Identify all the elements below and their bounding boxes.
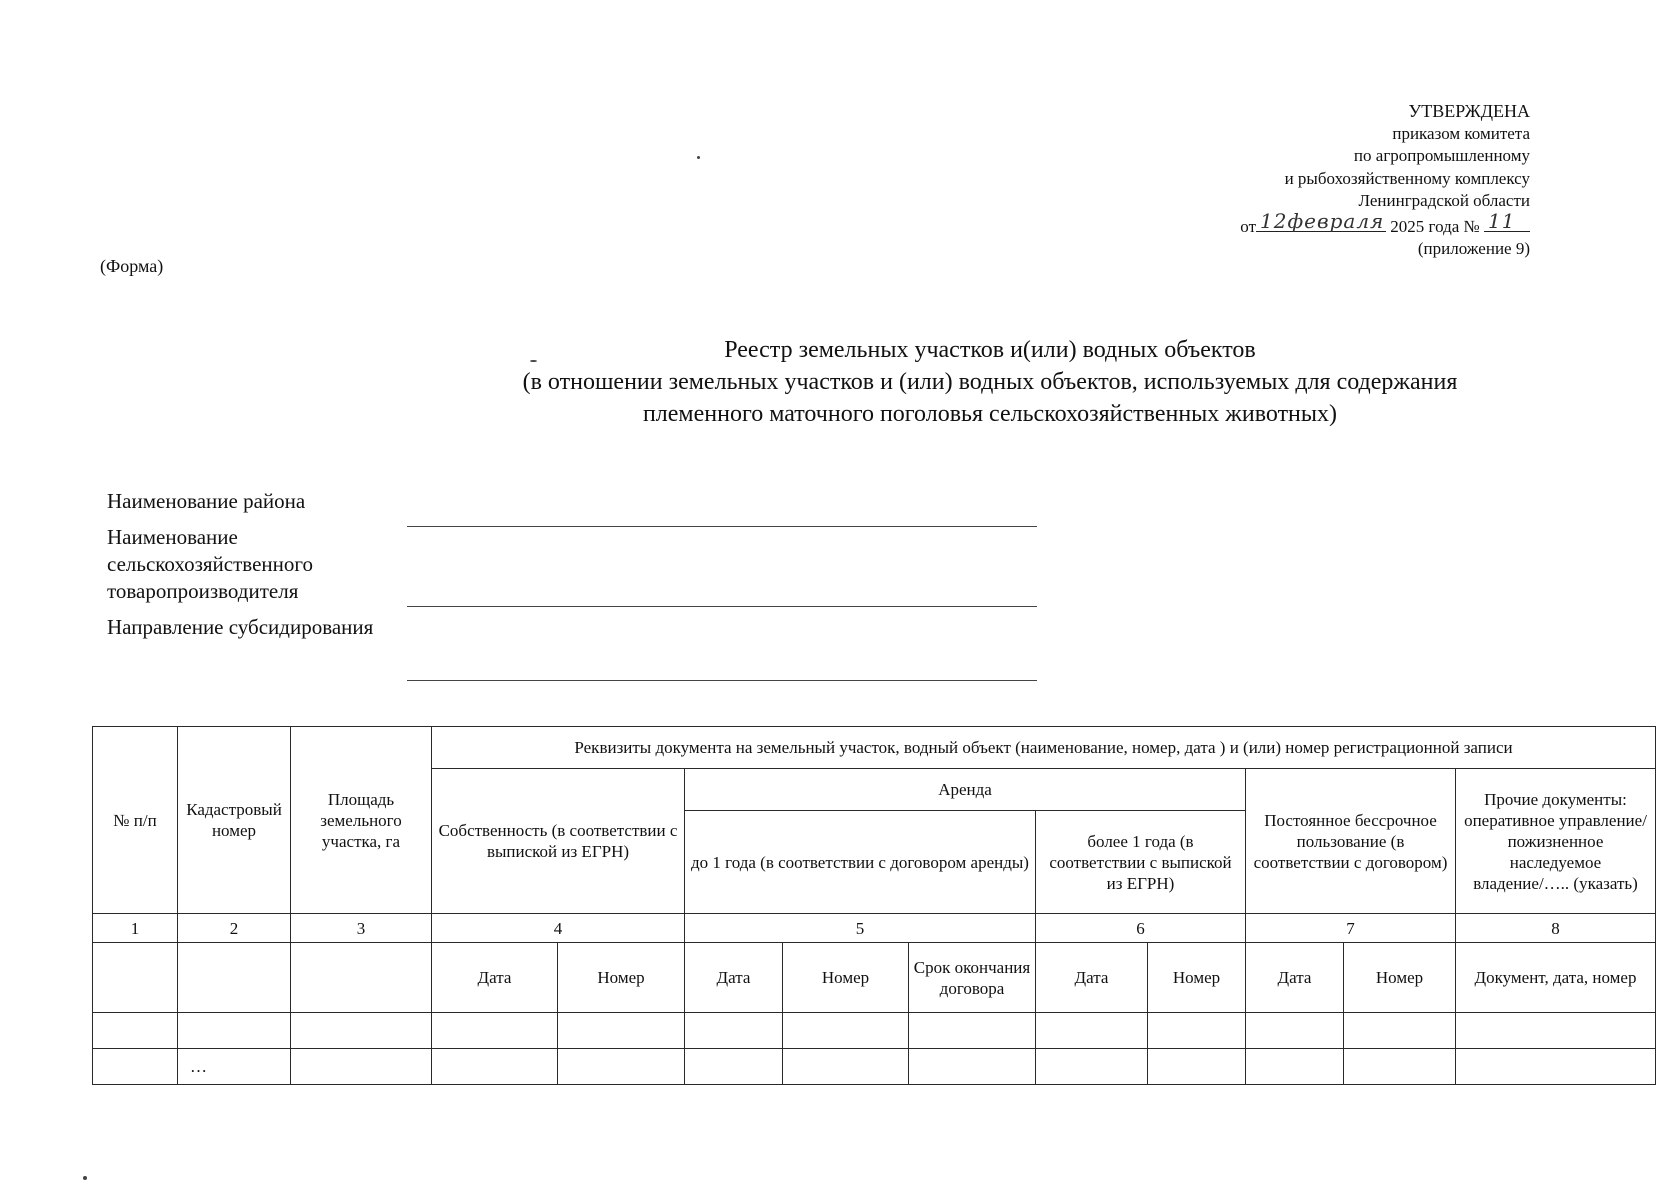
- col-number-3: 3: [291, 914, 432, 943]
- col-number-7: 7: [1246, 914, 1456, 943]
- table-row: [93, 1013, 1656, 1049]
- table-cell[interactable]: [783, 1013, 909, 1049]
- table-cell[interactable]: [558, 1049, 685, 1085]
- ellipsis-cell[interactable]: …: [178, 1049, 291, 1085]
- approval-block: [1240, 100, 1530, 261]
- header-cadastral: Кадастровый номер: [178, 727, 291, 914]
- header-lease-short: до 1 года (в соответствии с договором аренды): [685, 811, 1036, 914]
- producer-field: [107, 524, 377, 614]
- table-cell[interactable]: [1148, 1049, 1246, 1085]
- subheader-permanent-number: Номер: [1344, 943, 1456, 1013]
- appendix-note: (приложение 9): [1417, 239, 1530, 258]
- col-number-8: 8: [1456, 914, 1656, 943]
- scan-speck: [697, 156, 700, 159]
- table-header-row-1: [93, 727, 1656, 769]
- direction-input-line[interactable]: [407, 680, 1037, 681]
- table-cell[interactable]: [1246, 1049, 1344, 1085]
- producer-label: Наименование сельскохозяйственного товаропроизводителя: [107, 525, 313, 603]
- subheader-lease-short-number: Номер: [783, 943, 909, 1013]
- form-label: (Форма): [100, 256, 164, 276]
- document-title: [400, 334, 1580, 430]
- col-number-1: 1: [93, 914, 178, 943]
- header-num: № п/п: [93, 727, 178, 914]
- header-permanent-use: Постоянное бессрочное пользование (в соответствии с договором): [1246, 769, 1456, 914]
- table-cell[interactable]: [558, 1013, 685, 1049]
- producer-input-line[interactable]: [407, 606, 1037, 607]
- table-number-row: [93, 914, 1656, 943]
- table-cell[interactable]: [909, 1013, 1036, 1049]
- table-cell[interactable]: [1036, 1049, 1148, 1085]
- scan-speck: [83, 1176, 87, 1180]
- title-line-2: (в отношении земельных участков и (или) водных объектов, используемых для содержания: [522, 369, 1458, 395]
- header-ownership: Собственность (в соответствии с выпиской из ЕГРН): [432, 769, 685, 914]
- approval-line-1: приказом комитета: [1392, 123, 1530, 143]
- table-cell[interactable]: [432, 1049, 558, 1085]
- table-cell[interactable]: [1456, 1049, 1656, 1085]
- district-input-line[interactable]: [407, 526, 1037, 527]
- col-number-2: 2: [178, 914, 291, 943]
- table-cell[interactable]: [1344, 1049, 1456, 1085]
- table-cell[interactable]: [1456, 1013, 1656, 1049]
- registry-table: [92, 726, 1656, 1085]
- subheader-lease-long-number: Номер: [1148, 943, 1246, 1013]
- number-signature-line: [1484, 209, 1530, 233]
- from-prefix: от: [1240, 216, 1257, 236]
- subheader-ownership-date: Дата: [432, 943, 558, 1013]
- subheader-empty-3[interactable]: [291, 943, 432, 1013]
- title-line-3: племенного маточного поголовья сельскохозяйственных животных): [642, 401, 1338, 427]
- subheader-ownership-number: Номер: [558, 943, 685, 1013]
- table-subheader-row: [93, 943, 1656, 1013]
- approval-line-3: и рыбохозяйственному комплексу: [1284, 168, 1530, 188]
- year-text: 2025 года №: [1390, 216, 1480, 236]
- table-cell[interactable]: [93, 1049, 178, 1085]
- subheader-lease-long-date: Дата: [1036, 943, 1148, 1013]
- subheader-empty-1[interactable]: [93, 943, 178, 1013]
- direction-label: Направление субсидирования: [107, 615, 374, 639]
- subheader-other-doc: Документ, дата, номер: [1456, 943, 1656, 1013]
- table-cell[interactable]: [178, 1013, 291, 1049]
- col-number-5: 5: [685, 914, 1036, 943]
- subheader-empty-2[interactable]: [178, 943, 291, 1013]
- header-other-docs: Прочие документы: оперативное управление/пожизненное наследуемое владение/….. (указать): [1456, 769, 1656, 914]
- title-line-1: Реестр земельных участков и(или) водных объектов: [724, 337, 1256, 363]
- handwritten-number: 11: [1488, 209, 1516, 233]
- table-cell[interactable]: [685, 1049, 783, 1085]
- approval-date-line: [1240, 209, 1530, 239]
- table-cell[interactable]: [685, 1013, 783, 1049]
- subheader-lease-short-date: Дата: [685, 943, 783, 1013]
- table-row: [93, 1049, 1656, 1085]
- date-signature-line: [1256, 209, 1386, 233]
- district-field: [107, 488, 377, 524]
- table-cell[interactable]: [432, 1013, 558, 1049]
- col-number-6: 6: [1036, 914, 1246, 943]
- approval-heading: УТВЕРЖДЕНА: [1408, 101, 1530, 121]
- approval-line-2: по агропромышленному: [1353, 146, 1530, 165]
- table-cell[interactable]: [93, 1013, 178, 1049]
- col-number-4: 4: [432, 914, 685, 943]
- scan-speck: [530, 360, 537, 362]
- header-area: Площадь земельного участка, га: [291, 727, 432, 914]
- table-cell[interactable]: [291, 1013, 432, 1049]
- table-cell[interactable]: [783, 1049, 909, 1085]
- header-lease: Аренда: [685, 769, 1246, 811]
- subheader-permanent-date: Дата: [1246, 943, 1344, 1013]
- subheader-lease-term-end: Срок окончания договора: [909, 943, 1036, 1013]
- direction-field: [107, 614, 377, 674]
- form-fields: [107, 488, 377, 674]
- table-cell[interactable]: [1344, 1013, 1456, 1049]
- header-lease-long: более 1 года (в соответствии с выпиской из ЕГРН): [1036, 811, 1246, 914]
- table-cell[interactable]: [1246, 1013, 1344, 1049]
- table-cell[interactable]: [291, 1049, 432, 1085]
- table-cell[interactable]: [909, 1049, 1036, 1085]
- approval-line-4: Ленинградской области: [1358, 191, 1530, 210]
- table-cell[interactable]: [1148, 1013, 1246, 1049]
- handwritten-date: 12февраля: [1260, 209, 1385, 233]
- table-cell[interactable]: [1036, 1013, 1148, 1049]
- district-label: Наименование района: [107, 489, 306, 513]
- header-requisites: Реквизиты документа на земельный участок, водный объект (наименование, номер, дата ) и (или) номер регистрационной записи: [432, 727, 1656, 769]
